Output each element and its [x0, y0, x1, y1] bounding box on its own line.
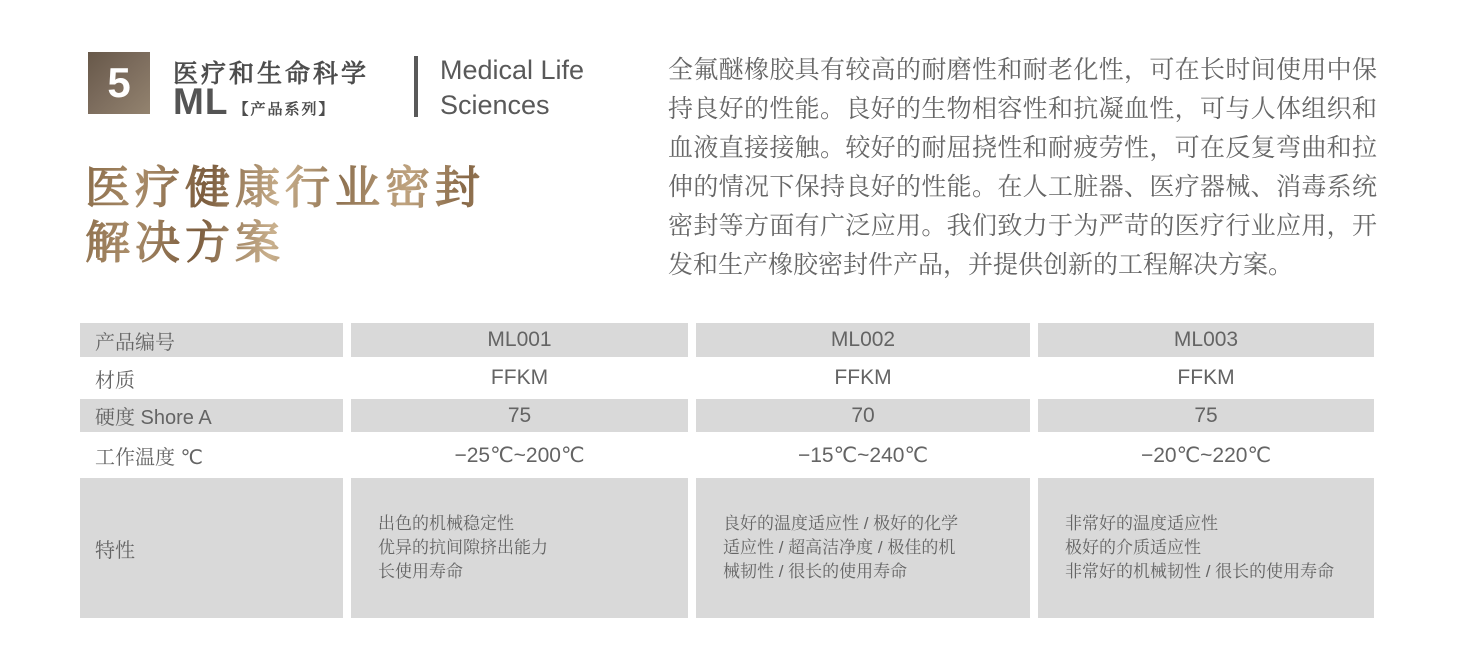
series-title-en-line2: Sciences: [440, 90, 550, 120]
row-label-material: 材质: [95, 369, 135, 392]
product-spec-table: [80, 323, 1374, 618]
row-label-hardness: 硬度 Shore A: [80, 399, 343, 432]
row-label-features: 特性: [80, 478, 343, 618]
features-ml003-line1: 非常好的温度适应性: [1065, 514, 1218, 533]
features-ml001: [351, 478, 688, 618]
temperature-ml002: −15℃~240℃: [797, 443, 929, 467]
features-ml003: [1038, 478, 1374, 618]
series-number-badge: [88, 52, 150, 114]
series-code-row: [173, 83, 335, 120]
page-title-line2: 解决方案: [85, 217, 286, 268]
features-ml001-line2: 优异的抗间隙挤出能力: [378, 538, 548, 557]
material-ml001: FFKM: [490, 366, 549, 389]
hardness-ml003: 75: [1038, 399, 1374, 432]
page-title-line1: 医疗健康行业密封: [85, 162, 486, 213]
hardness-ml001: 75: [351, 399, 688, 432]
series-title-en-line1: Medical Life: [440, 55, 585, 85]
features-ml001-line1: 出色的机械稳定性: [378, 514, 514, 533]
page-title: [85, 160, 485, 270]
features-ml002-line2: 适应性 / 超高洁净度 / 极佳的机: [723, 538, 956, 557]
features-ml003-line3: 非常好的机械韧性 / 很长的使用寿命: [1065, 562, 1335, 581]
series-title-cn: 医疗和生命科学: [173, 60, 370, 88]
features-ml002-line3: 械韧性 / 很长的使用寿命: [723, 562, 908, 581]
row-label-temperature: 工作温度 ℃: [95, 446, 204, 469]
intro-paragraph: 全氟醚橡胶具有较高的耐磨性和耐老化性，可在长时间使用中保持良好的性能。良好的生物相容性和抗凝血性，可与人体组织和血液直接接触。较好的耐屈挠性和耐疲劳性，可在反复弯曲和拉伸的情况下保持良好的性能。在人工脏器、医疗器械、消毒系统密封等方面有广泛应用。我们致力于为严苛的医疗行业应用，开发和生产橡胶密封件产品，并提供创新的工程解决方案。: [668, 56, 1377, 279]
features-ml002: [696, 478, 1030, 618]
series-number: 5: [107, 59, 131, 106]
features-ml003-line2: 极好的介质适应性: [1065, 538, 1201, 557]
vertical-divider: [414, 56, 418, 117]
material-ml002: FFKM: [834, 366, 892, 389]
series-title-en: [440, 53, 584, 123]
product-code-ml002: ML002: [696, 323, 1030, 357]
temperature-ml001: −25℃~200℃: [454, 443, 585, 467]
hardness-ml002: 70: [696, 399, 1030, 432]
temperature-ml003: −20℃~220℃: [1140, 443, 1272, 467]
material-ml003: FFKM: [1177, 366, 1235, 389]
series-suffix: 【产品系列】: [233, 101, 336, 118]
row-label-product-code: 产品编号: [80, 323, 343, 357]
series-code: ML: [173, 81, 229, 122]
features-ml002-line1: 良好的温度适应性 / 极好的化学: [723, 514, 959, 533]
product-code-ml003: ML003: [1038, 323, 1374, 357]
features-ml001-line3: 长使用寿命: [378, 562, 463, 581]
product-code-ml001: ML001: [351, 323, 688, 357]
